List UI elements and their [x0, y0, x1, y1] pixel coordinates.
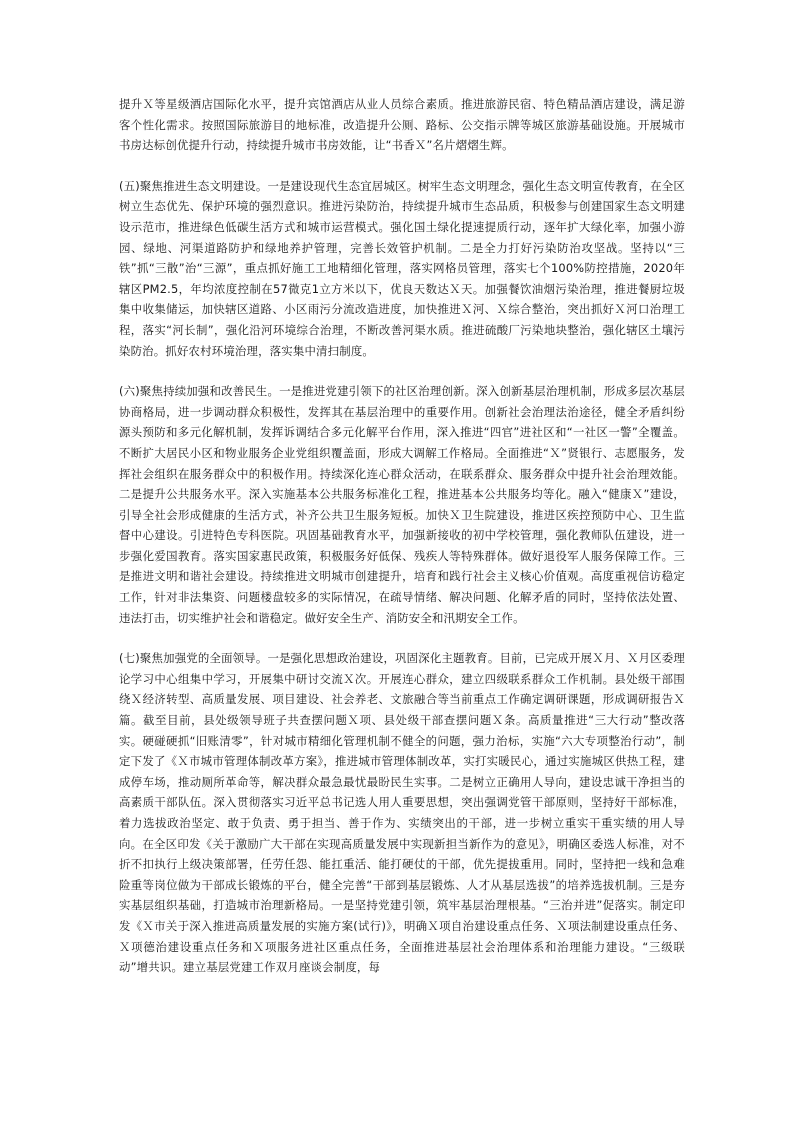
paragraph-spacer	[119, 361, 685, 381]
document-body	[119, 94, 685, 978]
paragraph-ecology: (五)聚焦推进生态文明建设。一是建设现代生态宜居城区。树牢生态文明理念，强化生态文明宣传教育，在全区树立生态优先、保护环境的强烈意识。推进污染防治，持续提升城市生态品质，积极参与创建国家生态文明建设示范市，推进绿色低碳生活方式和城市运营模式。强化国土绿化提速提质行动，逐年扩大绿化率，加强小游园、绿地、河渠道路防护和绿地养护管理，完善长效管护机制。二是全力打好污染防治攻坚战。坚持以“三铁”抓“三散”治“三源”，重点抓好施工工地精细化管理，落实网格员管理，落实七个100%防控措施，2020年辖区PM2.5，年均浓度控制在57微克1立方米以下，优良天数达Ｘ天。加强餐饮油烟污染治理，推进餐厨垃圾集中收集储运，加快辖区道路、小区雨污分流改造进度，加快推进Ｘ河、Ｘ综合整治，突出抓好Ｘ河口治理工程，落实“河长制”，强化沿河环境综合治理，不断改善河渠水质。推进硫酸厂污染地块整治，强化辖区土壤污染防治。抓好农村环境治理，落实集中清扫制度。	[119, 178, 685, 358]
paragraph-livelihood: (六)聚焦持续加强和改善民生。一是推进党建引领下的社区治理创新。深入创新基层治理机制，形成多层次基层协商格局，进一步调动群众积极性，发挥其在基层治理中的重要作用。创新社会治理法治途径，健全矛盾纠纷源头预防和多元化解机制，发挥诉调结合多元化解平台作用，深入推进“四官”进社区和“一社区一警”全覆盖。不断扩大居民小区和物业服务企业党组织覆盖面，形成大调解工作格局。全面推进“Ｘ”贤银行、志愿服务，发挥社会组织在服务群众中的积极作用。持续深化连心群众活动，在联系群众、服务群众中提升社会治理效能。二是提升公共服务水平。深入实施基本公共服务标准化工程，推进基本公共服务均等化。融入“健康Ｘ”建设，引导全社会形成健康的生活方式，补齐公共卫生服务短板。加快Ｘ卫生院建设，推进区疾控预防中心、卫生监督中心建设。引进特色专科医院。巩固基础教育水平，加强新接收的初中学校管理，强化教师队伍建设，进一步强化爱国教育。落实国家惠民政策，积极服务好低保、残疾人等特殊群体。做好退役军人服务保障工作。三是推进文明和谐社会建设。持续推进文明城市创建提升，培育和践行社会主义核心价值观。高度重视信访稳定工作，针对非法集资、问题楼盘较多的实际情况，在疏导情绪、解决问题、化解矛盾的同时，坚持依法处置、违法打击，切实维护社会和谐稳定。做好安全生产、消防安全和汛期安全工作。	[119, 384, 685, 625]
paragraph-party-leadership: (七)聚焦加强党的全面领导。一是强化思想政治建设，巩固深化主题教育。目前，已完成开展Ｘ月、Ｘ月区委理论学习中心组集中学习，开展集中研讨交流Ｘ次。开展连心群众，建立四级联系群众工作机制。县处级干部围绕Ｘ经济转型、高质量发展、项目建设、社会养老、文旅融合等当前重点工作确定调研课题，形成调研报告Ｘ篇。截至目前，县处级领导班子共查摆问题Ｘ项、县处级干部查摆问题Ｘ条。高质量推进“三大行动”整改落实。硬碰硬抓“旧账清零”，针对城市精细化管理机制不健全的问题，强力治标，实施“六大专项整治行动”，制定下发了《Ｘ市城市管理体制改革方案》，推进城市管理体制改革，实打实暖民心，通过实施城区供热工程，建成停车场，推动厕所革命等，解决群众最急最忧最盼民生实事。二是树立正确用人导向，建设忠诚干净担当的高素质干部队伍。深入贯彻落实习近平总书记选人用人重要思想，突出强调党管干部原则，坚持好干部标准，着力选拔政治坚定、敢于负责、勇于担当、善于作为、实绩突出的干部，进一步树立重实干重实绩的用人导向。在全区印发《关于激励广大干部在实现高质量发展中实现新担当新作为的意见》，明确区委选人标准，对不折不扣执行上级决策部署，任劳任怨、能扛重活、能打硬仗的干部，优先提拔重用。同时，坚持把一线和急难险重等岗位做为干部成长锻炼的平台，健全完善“干部到基层锻炼、人才从基层选拔”的培养选拔机制。三是夯实基层组织基础，打造城市治理新格局。一是坚持党建引领，筑牢基层治理根基。“三治并进”促落实。制定印发《Ｘ市关于深入推进高质量发展的实施方案(试行)》，明确Ｘ项自治建设重点任务、Ｘ项法制建设重点任务、Ｘ项德治建设重点任务和Ｘ项服务进社区重点任务，全面推进基层社会治理体系和治理能力建设。“三级联动”增共识。建立基层党建工作双月座谈会制度，每	[119, 651, 685, 975]
paragraph-spacer	[119, 156, 685, 176]
paragraph-tourism: 提升Ｘ等星级酒店国际化水平，提升宾馆酒店从业人员综合素质。推进旅游民宿、特色精品酒店建设，满足游客个性化需求。按照国际旅游目的地标准，改造提升公厕、路标、公交指示牌等城区旅游基础设施。开展城市书房达标创优提升行动，持续提升城市书房效能，让“书香Ｘ”名片熠熠生辉。	[119, 97, 685, 153]
paragraph-spacer	[119, 628, 685, 648]
